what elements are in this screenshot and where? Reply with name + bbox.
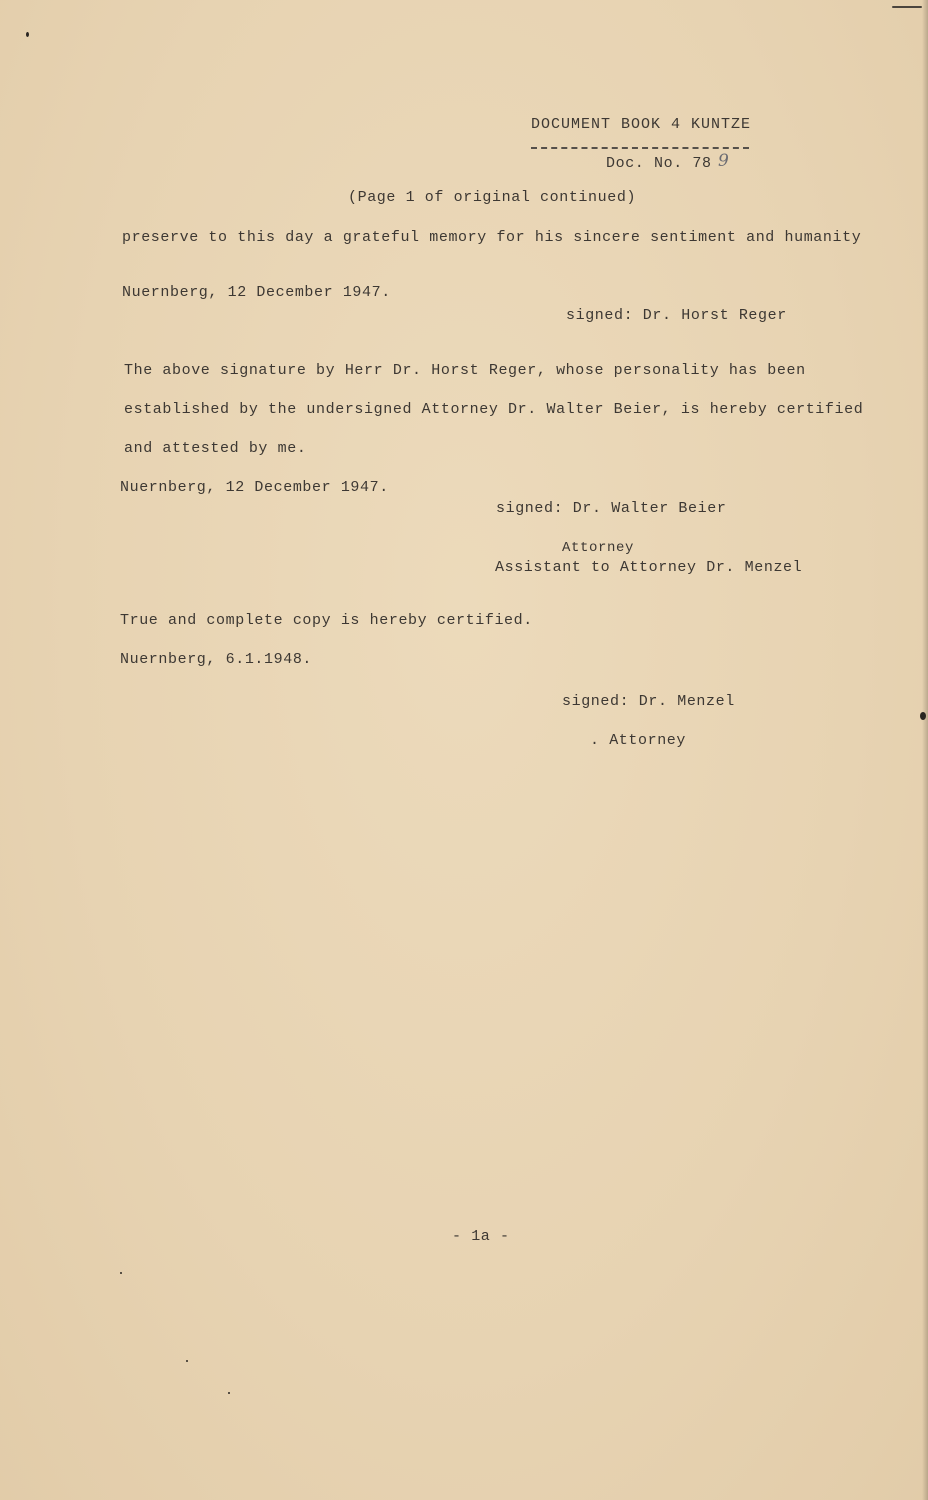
paper-speck	[120, 1272, 122, 1274]
page-number: - 1a -	[452, 1228, 510, 1245]
paper-speck	[228, 1392, 230, 1394]
copy-certification: True and complete copy is hereby certified.	[120, 612, 533, 629]
handwritten-doc-number: 9	[718, 151, 729, 171]
certification-date: Nuernberg, 6.1.1948.	[120, 651, 313, 668]
paper-speck	[26, 32, 29, 37]
document-book-title: DOCUMENT BOOK 4 KUNTZE	[531, 116, 752, 133]
statement-signature: signed: Dr. Horst Reger	[566, 307, 787, 324]
attestation-signer-title: Attorney	[562, 540, 635, 556]
attestation-signature: signed: Dr. Walter Beier	[496, 500, 727, 517]
continued-note: (Page 1 of original continued)	[348, 189, 637, 206]
attestation-line-1: The above signature by Herr Dr. Horst Reger, whose personality has been	[124, 362, 806, 379]
document-number: Doc. No. 78	[606, 155, 712, 172]
page-edge-shadow	[922, 0, 928, 1500]
paper-speck	[186, 1360, 188, 1362]
attestation-line-2: established by the undersigned Attorney Dr. Walter Beier, is hereby certified	[124, 401, 864, 418]
certification-signer-title: . Attorney	[590, 732, 687, 749]
statement-closing-line: preserve to this day a grateful memory for his sincere sentiment and humanity	[122, 229, 862, 246]
attestation-signer-role: Assistant to Attorney Dr. Menzel	[495, 559, 803, 576]
paper-speck	[920, 712, 926, 720]
attestation-line-3: and attested by me.	[124, 440, 307, 457]
paper-speck	[892, 6, 922, 8]
certification-signature: signed: Dr. Menzel	[562, 693, 735, 710]
attestation-date: Nuernberg, 12 December 1947.	[120, 479, 389, 496]
statement-date: Nuernberg, 12 December 1947.	[122, 284, 391, 301]
header-dashed-rule	[531, 147, 749, 149]
